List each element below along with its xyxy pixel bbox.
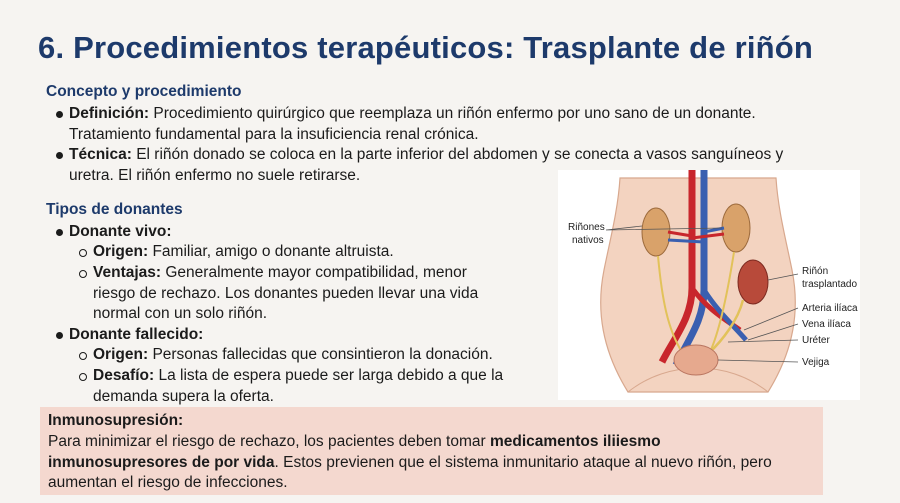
callout-title: Inmunosupresión: bbox=[48, 412, 184, 429]
tecnica-text-2: uretra. El riñón enfermo no suele retirarse. bbox=[69, 166, 361, 184]
origen-vivo-text: Familiar, amigo o donante altruista. bbox=[152, 243, 394, 260]
inmunosupresion-callout bbox=[40, 407, 823, 495]
desafio-label: Desafío: bbox=[93, 367, 155, 384]
renal-vein-left bbox=[668, 240, 704, 242]
origen-vivo-label: Origen: bbox=[93, 243, 149, 260]
callout-bold-2: inmunosupresores de por vida bbox=[48, 453, 275, 471]
anatomy-svg bbox=[558, 170, 860, 400]
label-artery: Arteria ilíaca bbox=[802, 303, 858, 314]
donante-vivo-label: Donante vivo: bbox=[69, 223, 172, 240]
donante-fallecido-label: Donante fallecido: bbox=[69, 326, 204, 343]
ring-origen-vivo bbox=[79, 249, 87, 257]
ventajas-label: Ventajas: bbox=[93, 264, 162, 281]
native-kidney-right bbox=[722, 204, 750, 252]
label-transplant-2: trasplantado bbox=[802, 279, 858, 290]
callout-text-1: Para minimizar el riesgo de rechazo, los pacientes deben tomar bbox=[48, 433, 486, 450]
bullet-tecnica bbox=[56, 152, 63, 159]
desafio-text-1: La lista de espera puede ser larga debido a que la bbox=[158, 367, 504, 384]
definicion-text-1: Procedimiento quirúrgico que reemplaza un riñón enfermo por uno sano de un donante. bbox=[153, 105, 756, 122]
ring-ventajas bbox=[79, 270, 87, 278]
callout-text-3: aumentan el riesgo de infecciones. bbox=[48, 474, 288, 491]
ring-origen-fallecido bbox=[79, 352, 87, 360]
ventajas-text-1: Generalmente mayor compatibilidad, menor bbox=[165, 264, 467, 281]
label-transplant-1: Riñón bbox=[802, 266, 829, 277]
label-bladder: Vejiga bbox=[802, 357, 830, 368]
desafio-text-2: demanda supera la oferta. bbox=[93, 387, 274, 405]
page-title: 6. Procedimientos terapéuticos: Trasplante de riñón bbox=[38, 30, 814, 65]
bullet-donante-vivo bbox=[56, 229, 63, 236]
definicion-text-2: Tratamiento fundamental para la insuficiencia renal crónica. bbox=[69, 125, 479, 143]
origen-fallecido-text: Personas fallecidas que consintieron la donación. bbox=[152, 346, 493, 363]
native-kidney-left bbox=[642, 208, 670, 256]
tecnica-label: Técnica: bbox=[69, 146, 132, 163]
ventajas-text-3: normal con un solo riñón. bbox=[93, 305, 268, 322]
section-heading-concepto: Concepto y procedimiento bbox=[46, 83, 242, 100]
section-heading-tipos: Tipos de donantes bbox=[46, 201, 183, 218]
callout-text-2: . Estos previenen que el sistema inmunitario ataque al nuevo riñón, pero bbox=[274, 453, 772, 471]
transplanted-kidney bbox=[738, 260, 768, 304]
tecnica-text-1: El riñón donado se coloca en la parte inferior del abdomen y se conecta a vasos sanguíneos y bbox=[136, 146, 784, 163]
subitem-origen-fallecido bbox=[93, 345, 543, 366]
subitem-desafio bbox=[93, 366, 543, 407]
definicion-label: Definición: bbox=[69, 105, 150, 122]
item-definicion bbox=[69, 104, 829, 145]
subitem-origen-vivo bbox=[93, 242, 543, 263]
bullet-donante-fallecido bbox=[56, 332, 63, 339]
label-ureter: Uréter bbox=[802, 335, 830, 346]
subitem-ventajas bbox=[93, 263, 543, 325]
kidney-transplant-illustration bbox=[558, 170, 860, 400]
ventajas-text-2: riesgo de rechazo. Los donantes pueden llevar una vida bbox=[93, 284, 479, 302]
callout-bold-1: medicamentos iliiesmo bbox=[489, 433, 661, 450]
bullet-definicion bbox=[56, 111, 63, 118]
label-native-2: nativos bbox=[572, 235, 604, 246]
label-vein: Vena ilíaca bbox=[802, 319, 851, 330]
origen-fallecido-label: Origen: bbox=[93, 346, 149, 363]
ring-desafio bbox=[79, 373, 87, 381]
bladder bbox=[674, 345, 718, 375]
callout-body bbox=[48, 432, 818, 494]
label-native-1: Riñones bbox=[568, 222, 605, 233]
